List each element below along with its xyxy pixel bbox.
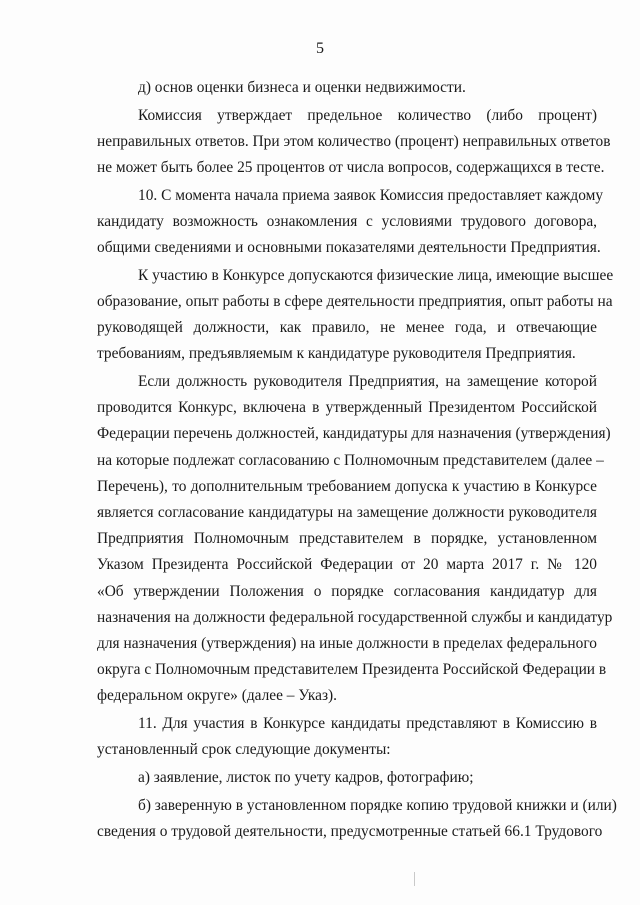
text-line: а) заявление, листок по учету кадров, фотографию; [138, 768, 474, 786]
text-line: округа с Полномочным представителем Президента Российской Федерации в [97, 661, 607, 679]
text-line: Перечень), то дополнительным требованием допуска к участию в Конкурсе [97, 477, 597, 495]
text-line: назначения на должности федеральной государственной службы и кандидатур [97, 608, 613, 626]
scan-artifact [414, 872, 415, 886]
text-line: кандидату возможность ознакомления с условиями трудового договора, [97, 212, 597, 230]
text-line: не может быть более 25 процентов от числа вопросов, содержащихся в тесте. [97, 159, 605, 177]
text-line: 11. Для участия в Конкурсе кандидаты представляют в Комиссию в [138, 715, 597, 732]
text-line: Предприятия Полномочным представителем в порядке, установленном [97, 530, 597, 548]
text-line: сведения о трудовой деятельности, предусмотренные статьей 66.1 Трудового [97, 822, 603, 840]
text-line: для назначения (утверждения) на иные должности в пределах федерального [97, 634, 597, 652]
text-line: Комиссия утверждает предельное количество (либо процент) [138, 106, 597, 124]
text-line: Если должность руководителя Предприятия, на замещение которой [138, 373, 597, 391]
text-line: «Об утверждении Положения о порядке согласования кандидатур для [97, 582, 597, 600]
text-line: федеральном округе» (далее – Указ). [97, 687, 338, 705]
text-line: является согласование кандидатуры на замещение должности руководителя [97, 504, 597, 521]
text-line: проводится Конкурс, включена в утвержденный Президентом Российской [97, 399, 597, 417]
text-line: общими сведениями и основными показателями деятельности Предприятия. [97, 239, 601, 257]
page-number: 5 [316, 40, 324, 57]
document-body [97, 75, 617, 845]
text-line: 10. С момента начала приема заявок Комиссия предоставляет каждому [138, 186, 604, 204]
text-line: руководящей должности, как правило, не менее года, и отвечающие [97, 319, 597, 337]
text-line: д) основ оценки бизнеса и оценки недвижимости. [138, 79, 466, 96]
text-line: образование, опыт работы в сфере деятельности предприятия, опыт работы на [97, 293, 613, 310]
text-line: установленный срок следующие документы: [97, 741, 391, 759]
text-line: Федерации перечень должностей, кандидатуры для назначения (утверждения) [97, 425, 611, 443]
text-line: Указом Президента Российской Федерации от 20 марта 2017 г. № 120 [97, 556, 597, 574]
text-line: на которые подлежат согласованию с Полномочным представителем (далее – [97, 451, 604, 469]
text-line: К участию в Конкурсе допускаются физические лица, имеющие высшее [138, 266, 614, 284]
text-line: требованиям, предъявляемым к кандидатуре руководителя Предприятия. [97, 345, 576, 363]
text-line: б) заверенную в установленном порядке копию трудовой книжки и (или) [138, 796, 617, 814]
text-line: неправильных ответов. При этом количество (процент) неправильных ответов [97, 132, 611, 150]
